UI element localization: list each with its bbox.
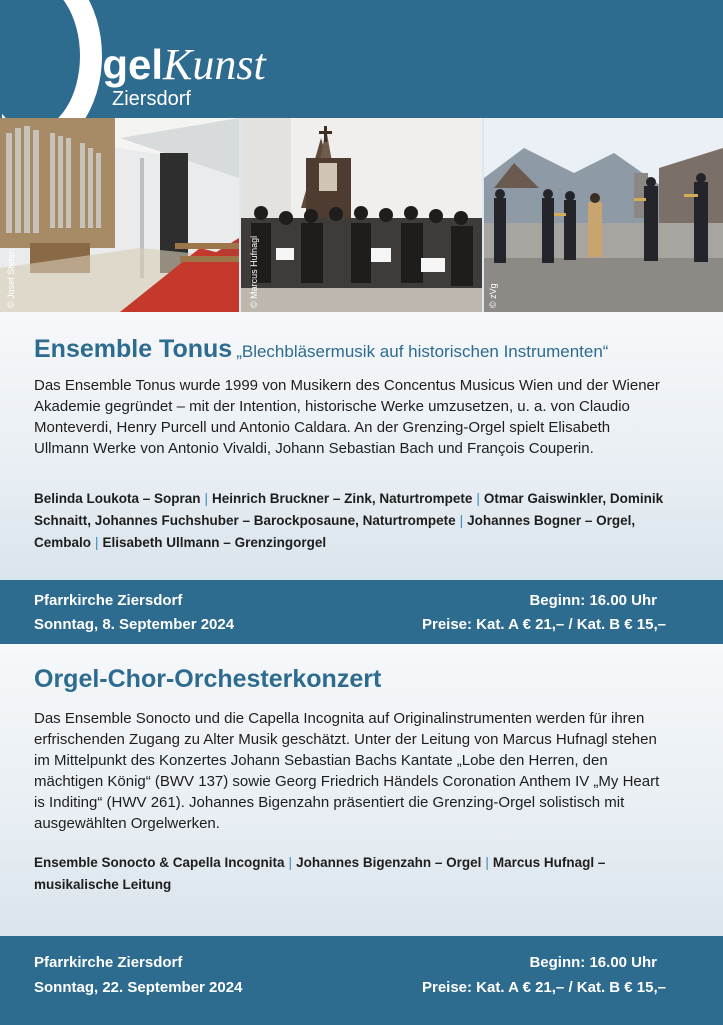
cast-item: Otmar Gaiswinkler, Dominik Schnaitt, Johannes Fuchshuber – Barockposaune, Naturtrompete bbox=[34, 491, 664, 528]
event1-prices: Preise: Kat. A € 21,– / Kat. B € 15,– bbox=[421, 616, 666, 633]
event1-panel bbox=[0, 312, 723, 580]
photo-credit: © Marcus Hufnagl bbox=[249, 235, 259, 308]
brand-logo bbox=[86, 40, 266, 89]
brand-location: Ziersdorf bbox=[112, 88, 191, 110]
event2-cast bbox=[34, 852, 674, 896]
event2-venue: Pfarrkirche Ziersdorf bbox=[34, 954, 183, 971]
separator: | bbox=[95, 535, 99, 550]
event2-start-time: Beginn: 16.00 Uhr bbox=[529, 954, 657, 971]
separator: | bbox=[485, 855, 489, 870]
event1-subtitle: „Blechbläsermusik auf historischen Instrumenten“ bbox=[236, 342, 609, 361]
event2-description: Das Ensemble Sonocto und die Capella Incognita auf Originalinstrumenten werden für ihren erfrischenden Zugang zu Alter Musik geschätzt. Unter der Leitung von Marcus Hufnagl stehen im Mittelpunkt des Konzertes Johann Sebastian Bachs Kantate „Lobe den Herren, den mächtigen König“ (BWV 137) sowie Georg Friedrich Händels Coronation Anthem IV „My Heart is Inditing“ (HWV 261). Johannes Bigenzahn präsentiert die Grenzing-Orgel solistisch mit ausgewählten Orgelwerken. bbox=[34, 710, 660, 832]
brand-word-orgel: rgel bbox=[86, 41, 164, 88]
photo-strip bbox=[0, 118, 723, 312]
cast-item: Elisabeth Ullmann – Grenzingorgel bbox=[102, 535, 327, 550]
separator: | bbox=[476, 491, 480, 506]
photo-brass-ensemble bbox=[484, 118, 723, 312]
event1-description: Das Ensemble Tonus wurde 1999 von Musikern des Concentus Musicus Wien und der Wiener Akademie gegründet – mit der Intention, historische Werke umzusetzen, u. a. von Claudio Monteverdi, Henry Purcell und Antonio Caldara. An der Grenzing-Orgel spielt Elisabeth Ullmann Werke von Antonio Vivaldi, Johann Sebastian Bach und François Couperin. bbox=[34, 377, 660, 457]
cast-item: Ensemble Sonocto & Capella Incognita bbox=[34, 855, 285, 870]
event1-start-time: Beginn: 16.00 Uhr bbox=[529, 592, 657, 609]
event1-heading bbox=[34, 334, 608, 367]
photo-church-organ bbox=[0, 118, 239, 312]
event2-panel bbox=[0, 644, 723, 936]
photo-ensemble-concert bbox=[241, 118, 482, 312]
cast-item: Marcus Hufnagl – musikalische Leitung bbox=[34, 855, 606, 892]
cast-item: Johannes Bigenzahn – Orgel bbox=[296, 855, 482, 870]
event2-prices: Preise: Kat. A € 21,– / Kat. B € 15,– bbox=[421, 979, 666, 996]
event1-info-band bbox=[0, 580, 723, 644]
header-banner bbox=[0, 0, 723, 118]
event2-info-band bbox=[0, 936, 723, 1025]
event1-cast bbox=[34, 488, 674, 554]
separator: | bbox=[204, 491, 209, 506]
cast-item: Belinda Loukota – Sopran bbox=[34, 491, 201, 506]
event2-date: Sonntag, 22. September 2024 bbox=[34, 979, 243, 996]
separator: | bbox=[459, 513, 464, 528]
cast-item: Heinrich Bruckner – Zink, Naturtrompete bbox=[212, 491, 473, 506]
event1-venue: Pfarrkirche Ziersdorf bbox=[34, 592, 183, 609]
cast-item: Johannes Bogner – Orgel, Cembalo bbox=[34, 513, 636, 550]
event1-title: Ensemble Tonus bbox=[34, 335, 233, 363]
event1-date: Sonntag, 8. September 2024 bbox=[34, 616, 235, 633]
brand-word-kunst: Kunst bbox=[163, 40, 266, 89]
photo-credit: © Josef Stefan bbox=[6, 248, 16, 308]
separator: | bbox=[288, 855, 293, 870]
photo-credit: © zVg bbox=[488, 283, 498, 308]
event2-title: Orgel-Chor-Orchesterkonzert bbox=[34, 665, 382, 693]
